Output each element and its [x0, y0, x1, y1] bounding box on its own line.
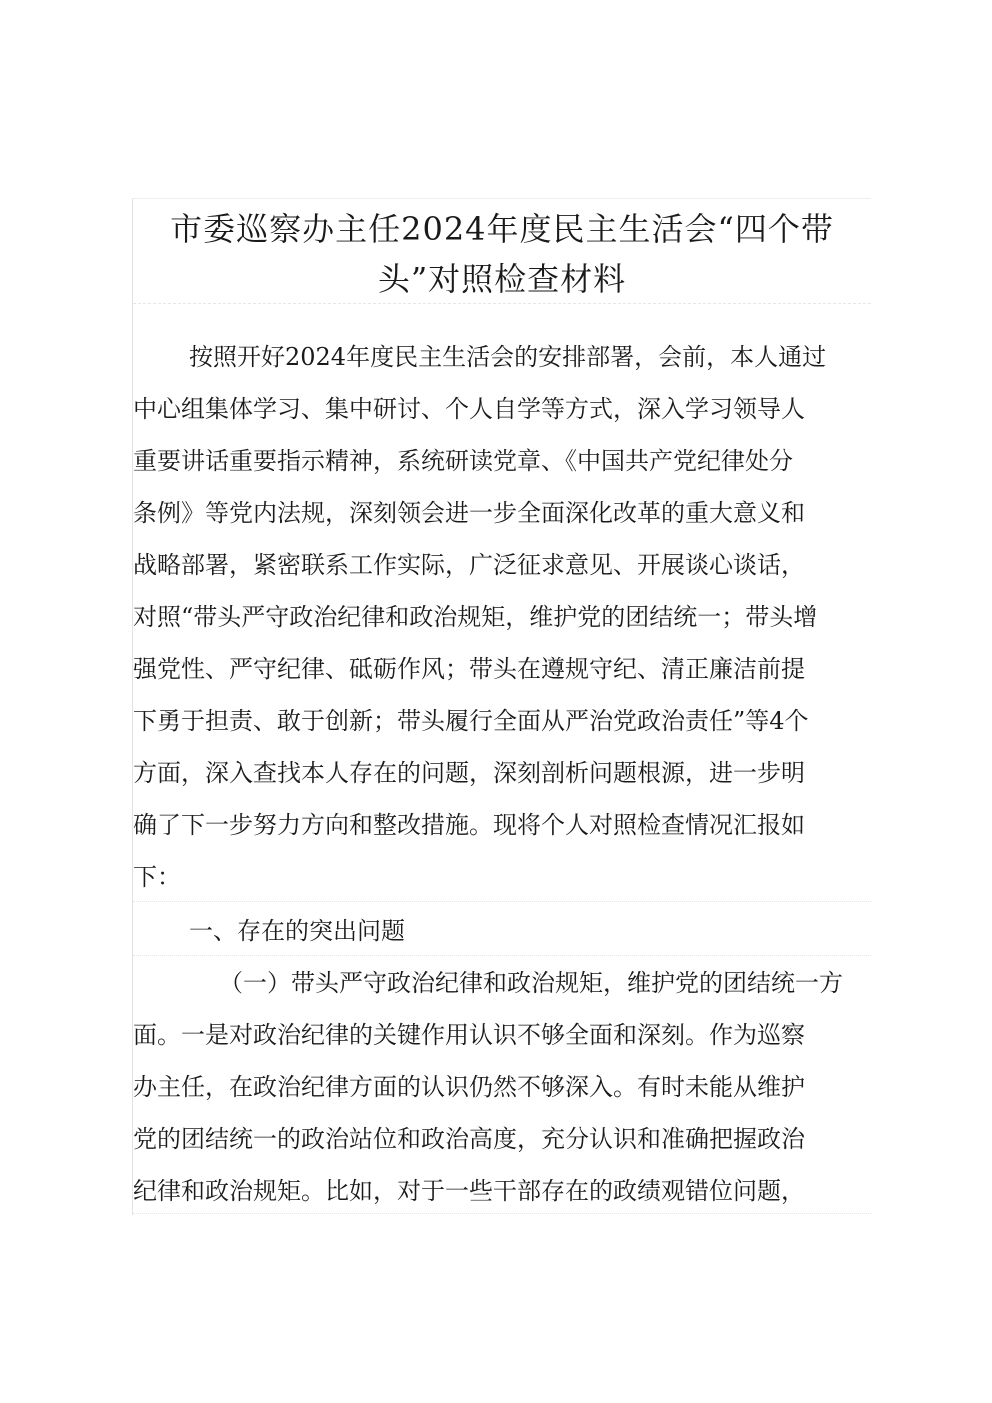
intro-line: 按照开好2024年度民主生活会的安排部署，会前，本人通过 [189, 343, 827, 371]
divider [133, 1213, 871, 1214]
document-content [132, 198, 871, 1215]
intro-line: 中心组集体学习、集中研讨、个人自学等方式，深入学习领导人 [133, 395, 805, 423]
subsection-line: 面。一是对政治纪律的关键作用认识不够全面和深刻。作为巡察 [133, 1021, 805, 1049]
divider [133, 955, 871, 956]
intro-line: 重要讲话重要指示精神，系统研读党章、《中国共产党纪律处分 [133, 447, 793, 475]
intro-line: 确了下一步努力方向和整改措施。现将个人对照检查情况汇报如 [133, 811, 805, 839]
intro-line: 战略部署，紧密联系工作实际，广泛征求意见、开展谈心谈话， [133, 551, 805, 579]
title-line-2: 头”对照检查材料 [377, 260, 627, 298]
intro-line: 强党性、严守纪律、砥砺作风；带头在遵规守纪、清正廉洁前提 [133, 655, 805, 683]
intro-line: 条例》等党内法规，深刻领会进一步全面深化改革的重大意义和 [133, 499, 805, 527]
subsection-line: 纪律和政治规矩。比如，对于一些干部存在的政绩观错位问题， [133, 1177, 805, 1205]
subsection-line: 办主任，在政治纪律方面的认识仍然不够深入。有时未能从维护 [133, 1073, 805, 1101]
section-heading: 一、存在的突出问题 [189, 917, 405, 945]
divider [133, 901, 871, 902]
subsection-line: （一）带头严守政治纪律和政治规矩，维护党的团结统一方 [219, 969, 843, 997]
subsection-line: 党的团结统一的政治站位和政治高度，充分认识和准确把握政治 [133, 1125, 805, 1153]
intro-line: 方面，深入查找本人存在的问题，深刻剖析问题根源，进一步明 [133, 759, 805, 787]
intro-line: 下勇于担责、敢于创新；带头履行全面从严治党政治责任”等4个 [133, 707, 809, 735]
title-line-1: 市委巡察办主任2024年度民主生活会“四个带 [170, 210, 834, 248]
intro-line: 下： [133, 863, 181, 891]
document-title [133, 199, 871, 304]
intro-line: 对照“带头严守政治纪律和政治规矩，维护党的团结统一；带头增 [133, 603, 818, 631]
